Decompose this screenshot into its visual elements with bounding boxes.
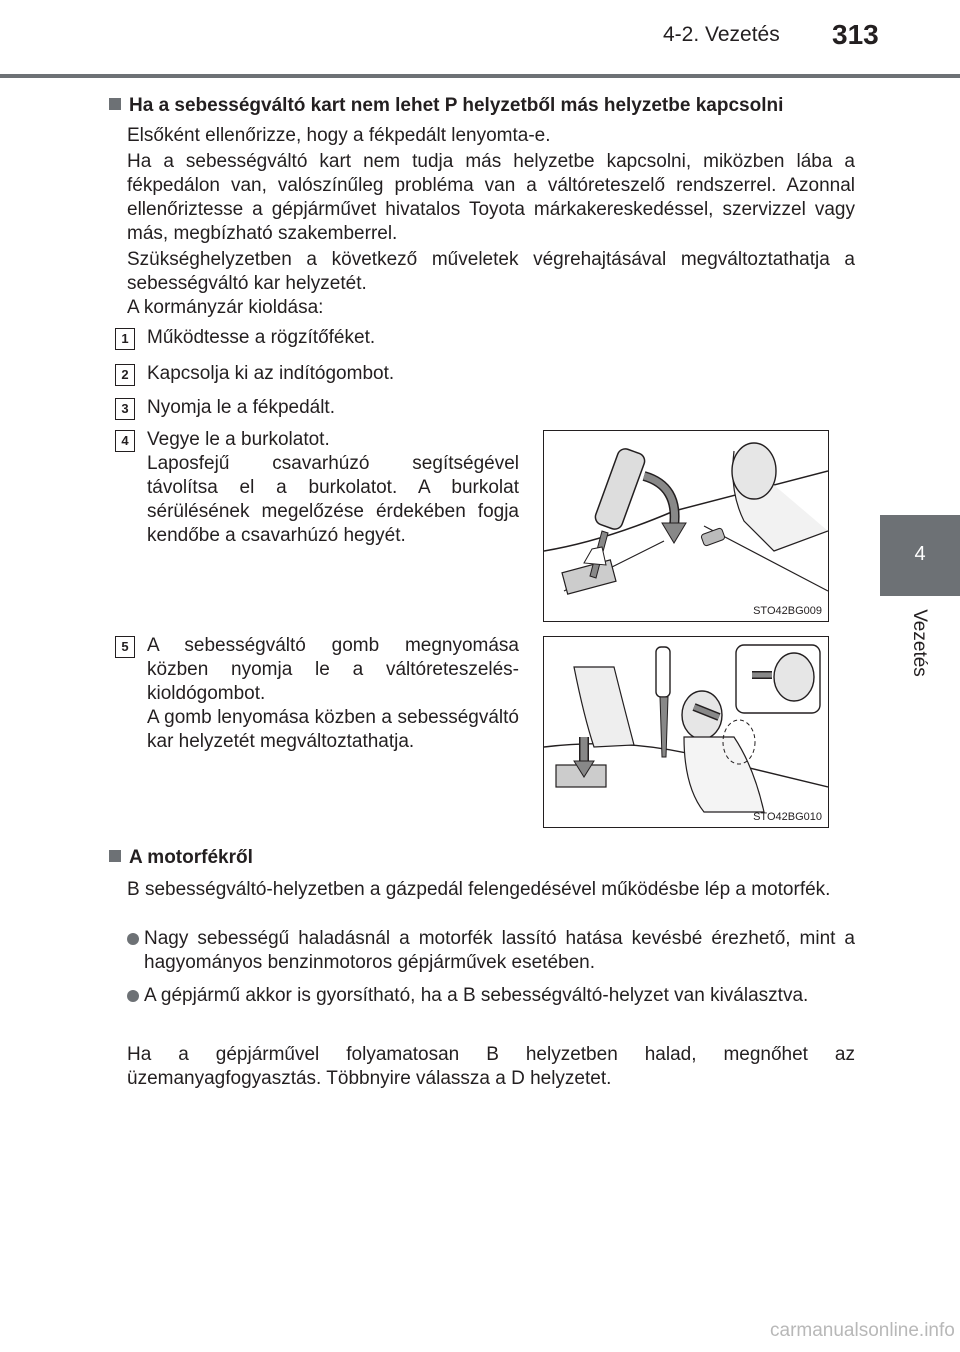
round-bullet-icon [127,933,139,945]
header-divider [0,74,960,78]
section-heading-text: A motorfékről [129,847,253,868]
paragraph: Szükséghelyzetben a következő műveletek végrehajtásával megváltoztathatja a sebességváltó kar helyzetét. [127,249,855,294]
chapter-label: Vezetés [909,609,930,677]
paragraph: Elsőként ellenőrizze, hogy a fékpedált lenyomta-e. [127,125,551,146]
chapter-label-vertical [899,600,939,690]
square-bullet-icon [109,98,121,110]
step-text: Kapcsolja ki az indítógombot. [147,363,395,384]
list-item [127,984,855,1008]
figure-code: STO42BG010 [753,811,822,823]
step-text [147,428,519,548]
chapter-tab [880,515,960,596]
paragraph: Ha a gépjárművel folyamatosan B helyzetben halad, megnőhet az üzemanyagfogyasztás. Többnyire válassza a D helyzetet. [127,1044,855,1089]
figure-code: STO42BG009 [753,605,822,617]
page-number: 313 [832,19,879,50]
chapter-number: 4 [914,543,926,565]
list-item-text: Nagy sebességű haladásnál a motorfék lassító hatása kevésbé érezhető, mint a hagyományos benzinmotoros gépjárművek esetében. [144,928,855,973]
list-item [127,927,855,975]
header-section-title: 4-2. Vezetés [663,23,780,46]
watermark: carmanualsonline.info [770,1320,955,1341]
step-number: 3 [115,398,135,420]
figure-shift-lock-release [543,636,829,828]
paragraph: A kormányzár kioldása: [127,297,324,318]
step-text-detail: A gomb lenyomása közben a sebességváltó kar helyzetét megváltoztathatja. [147,707,519,752]
illustration-screwdriver-cover [544,431,828,621]
step-number: 5 [115,636,135,658]
step-text-line: A sebességváltó gomb megnyomása közben nyomja le a váltóreteszelés-kioldógombot. [147,635,519,704]
list-item-text: A gépjármű akkor is gyorsítható, ha a B sebességváltó-helyzet van kiválasztva. [144,985,809,1006]
section-heading-shift-lock [109,95,783,117]
step-text [147,634,519,754]
illustration-shift-lock-release [544,637,828,827]
step-number: 4 [115,430,135,452]
step-text-line: Vegye le a burkolatot. [147,429,330,450]
figure-remove-cover [543,430,829,622]
paragraph: Ha a sebességváltó kart nem tudja más helyzetbe kapcsolni, miközben lába a fékpedálon van, valószínűleg probléma van a váltóreteszelő rendszerrel. Azonnal ellenőriztesse a gépjárművet hivatalos Toyota márkakereskedéssel, szervizzel vagy más, megbízható szakemberrel. [127,151,855,244]
step-number: 2 [115,364,135,386]
section-heading-text: Ha a sebességváltó kart nem lehet P helyzetből más helyzetbe kapcsolni [129,95,784,116]
square-bullet-icon [109,850,121,862]
round-bullet-icon [127,990,139,1002]
paragraph: B sebességváltó-helyzetben a gázpedál felengedésével működésbe lép a motorfék. [127,879,831,900]
step-text-detail: Laposfejű csavarhúzó segítségével távolítsa el a burkolatot. A burkolat sérülésének megelőzése érdekében fogja kendőbe a csavarhúzó hegyét. [147,453,519,546]
step-text: Nyomja le a fékpedált. [147,397,335,418]
step-text: Működtesse a rögzítőféket. [147,327,376,348]
section-heading-engine-brake [109,847,253,869]
step-number: 1 [115,328,135,350]
